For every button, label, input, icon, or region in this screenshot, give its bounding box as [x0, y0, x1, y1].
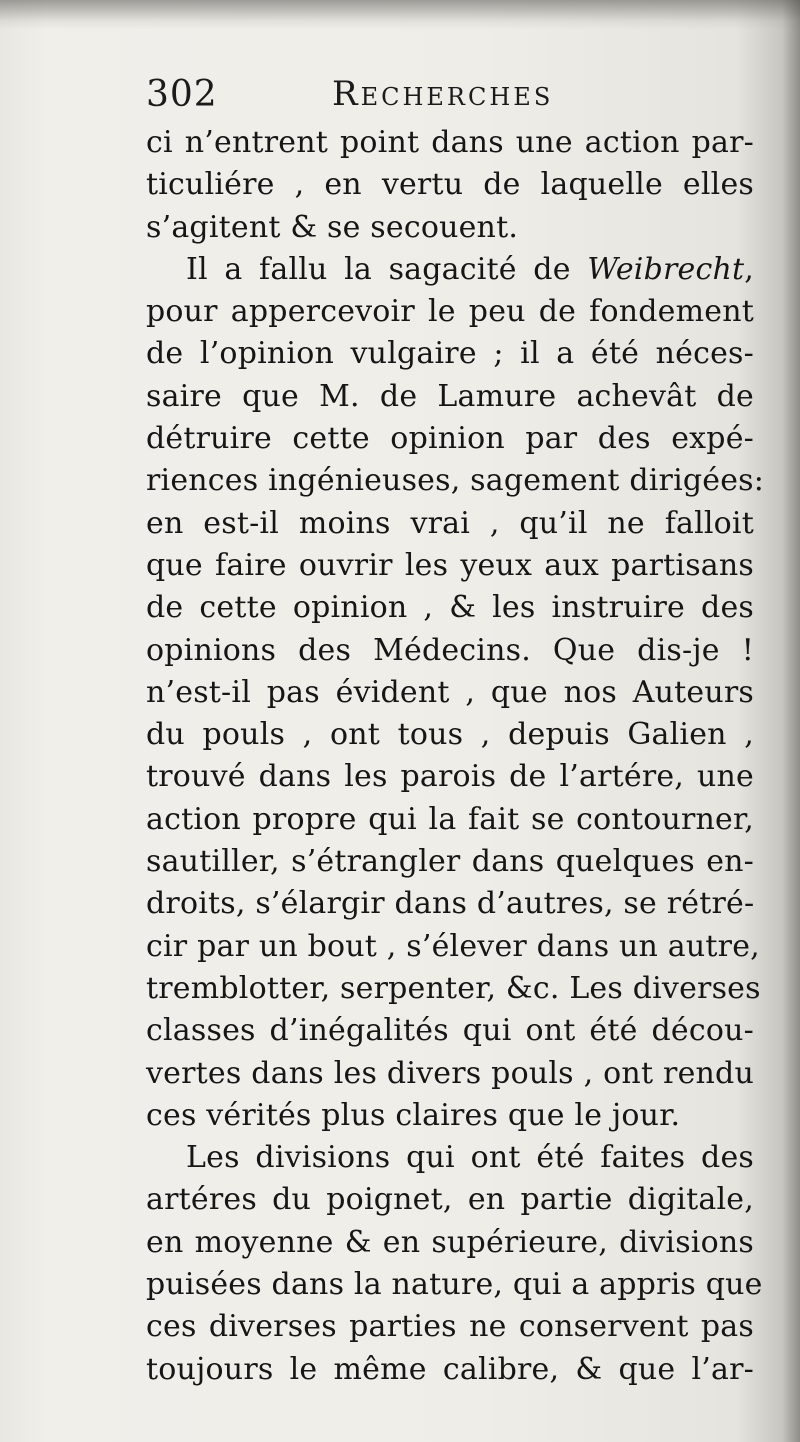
text-line: sautiller, s’étrangler dans quelques en-: [146, 844, 754, 880]
text-line: puisées dans la nature, qui a appris que: [146, 1267, 763, 1303]
text-line: riences ingénieuses, sagement dirigées:: [146, 463, 765, 499]
text-line: action propre qui la fait se contourner,: [146, 801, 754, 837]
body-text: [146, 122, 765, 1391]
text-line: Les divisions qui ont été faites des: [186, 1140, 754, 1176]
text-line: que faire ouvrir les yeux aux partisans: [146, 547, 754, 583]
page-top-shadow: [0, 0, 800, 30]
text-line: ces diverses parties ne conservent pas: [146, 1309, 754, 1345]
text-line: de cette opinion , & les instruire des: [146, 590, 754, 626]
running-head: Recherches: [332, 74, 554, 114]
text-line: opinions des Médecins. Que dis-je !: [146, 632, 754, 668]
page-number: 302: [146, 74, 218, 115]
text-line: tremblotter, serpenter, &c. Les diverses: [146, 970, 761, 1006]
text-line: saire que M. de Lamure achevât de: [146, 378, 754, 414]
author-name-italic: Weibrecht: [587, 251, 745, 287]
text-line: droits, s’élargir dans d’autres, se rétré-: [146, 886, 755, 922]
text-line: s’agitent & se secouent.: [146, 209, 519, 245]
text-line: n’est-il pas évident , que nos Auteurs: [146, 674, 754, 710]
text-line: détruire cette opinion par des expé-: [146, 421, 754, 457]
text-line: toujours le même calibre, & que l’ar-: [146, 1351, 754, 1387]
text-line: ci n’entrent point dans une action par-: [146, 125, 754, 160]
text-line: vertes dans les divers pouls , ont rendu: [146, 1055, 754, 1091]
text-line: ces vérités plus claires que le jour.: [146, 1097, 681, 1133]
text-line: artéres du poignet, en partie digitale,: [146, 1182, 754, 1218]
text-line: cir par un bout , s’élever dans un autre,: [146, 928, 760, 964]
text-segment: ,: [744, 251, 754, 287]
text-line: trouvé dans les parois de l’artére, une: [146, 759, 754, 795]
text-line: ticuliére , en vertu de laquelle elles: [146, 167, 754, 203]
text-line: en moyenne & en supérieure, divisions: [146, 1224, 754, 1260]
page-header: [146, 70, 756, 118]
text-line: classes d’inégalités qui ont été décou-: [146, 1013, 754, 1049]
text-line: du pouls , ont tous , depuis Galien ,: [146, 717, 754, 753]
text-line: en est-il moins vrai , qu’il ne falloit: [146, 505, 754, 541]
text-line: pour appercevoir le peu de fondement: [146, 294, 754, 330]
text-line: [146, 249, 754, 291]
text-segment: Il a fallu la sagacité de: [186, 251, 588, 287]
text-line: de l’opinion vulgaire ; il a été néces-: [146, 336, 754, 372]
page-gutter-shadow: [782, 0, 800, 1442]
